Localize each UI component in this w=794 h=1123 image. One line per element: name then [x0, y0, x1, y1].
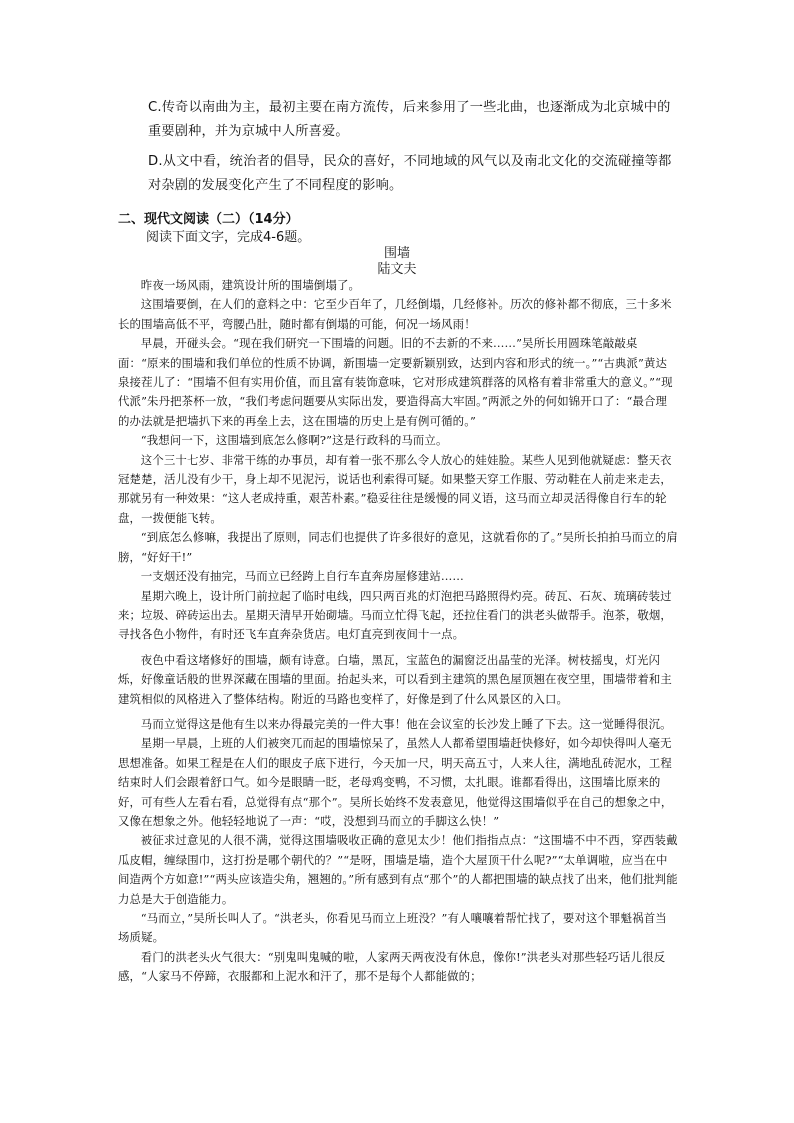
article-paragraph: 一支烟还没有抽完，马而立已经跨上自行车直奔房屋修建站…… [140, 569, 464, 584]
option-c [118, 96, 678, 144]
article-paragraph: “我想问一下，这围墙到底怎么修啊?”这是行政科的马而立。 [140, 433, 448, 448]
article-paragraph: 星期六晚上，设计所门前拉起了临时电线，四只两百兆的灯泡把马路照得灼亮。砖瓦、石灰、琉璃砖装过来；垃圾、碎砖运出去。星期天清早开始砌墙。马而立忙得飞起，还拉住看门的洪老头做帮手。泡茶，敬烟，寻找各色小物件，有时还飞车直奔杂货店。电灯直亮到夜间十一点。 [118, 588, 672, 642]
article-paragraph: 这围墙要倒，在人们的意料之中：它至少百年了，几经倒塌，几经修补。历次的修补都不彻底，三十多米长的围墙高低不平，弯腰凸肚，随时都有倒塌的可能，何况一场风雨！ [118, 297, 672, 331]
article-paragraph: 看门的洪老头火气很大：“别鬼叫鬼喊的啦，人家两天两夜没有休息，像你!”洪老头对那些轻巧话儿很反感，“人家马不停蹄，衣服都和上泥水和汗了，那不是每个人都能做的； [118, 949, 666, 984]
article-paragraph: 被征求过意见的人很不满，觉得这围墙吸收正确的意见太少！他们指指点点：“这围墙不中不西，穿西装戴瓜皮帽，缠绿围巾，这打扮是哪个朝代的？”“是呀，围墙是墙，造个大屋顶干什么呢?”“太单调啦，应当在中间造两个方如意!”“两头应该造尖角，翘翘的。”所有感到有点“那个”的人都把围墙的缺点找了出来，他们批判能力总是大于创造能力。 [118, 833, 678, 906]
article-author: 陆文夫 [377, 262, 417, 277]
article-paragraph: 夜色中看这堵修好的围墙，颇有诗意。白墙，黑瓦，宝蓝色的漏窗泛出晶莹的光泽。树枝摇曳，灯光闪烁，好像童话般的世界深藏在围墙的里面。抬起头来，可以看到主建筑的黑色屋顶翘在夜空里，围墙带着和主建筑相似的风格进入了整体结构。附近的马路也变样了，好像是到了什么风景区的入口。 [118, 652, 672, 706]
article-paragraph: “到底怎么修嘛，我提出了原则，同志们也提供了许多很好的意见，这就看你的了。”吴所长拍拍马而立的肩膀，“好好干!” [118, 530, 678, 564]
article-paragraph: 这个三十七岁、非常干练的办事员，却有着一张不那么令人放心的娃娃脸。某些人见到他就疑虑：整天衣冠楚楚，活儿没有少干，身上却不见泥污，说话也利索得可疑。如果整天穿工作服、劳动鞋在人前走来走去，那就另有一种效果：“这人老成持重，艰苦朴素。”稳妥往往是缓慢的同义语，这马而立却灵活得像自行车的轮盘，一拨便能飞转。 [118, 452, 672, 525]
article-body [118, 276, 678, 987]
section-instruction: 阅读下面文字，完成4-6题。 [146, 230, 311, 245]
article-paragraph: 星期一早晨，上班的人们被突兀而起的围墙惊呆了，虽然人人都希望围墙赶快修好，如今却快得叫人毫无思想准备。如果工程是在人们的眼皮子底下进行，今天加一尺，明天高五寸，人来人往，满地乱砖泥水，工程结束时人们会跟着舒口气。如今是眼睛一眨，老母鸡变鸭，不习惯，太扎眼。谁都看得出，这围墙比原来的好，可有些人左看右看，总觉得有点“那个”。吴所长始终不发表意见，他觉得这围墙似乎在自己的想象之中，又像在想象之外。他轻轻地说了一声：“哎，没想到马而立的手脚这么快！” [118, 736, 673, 828]
article-paragraph: 早晨，开碰头会。“现在我们研究一下围墙的问题。旧的不去新的不来……”吴所长用圆珠笔敲敲桌面：“原来的围墙和我们单位的性质不协调，新围墙一定要新颖别致，达到内容和形式的统一。”“古典派”黄达泉接茬儿了：“围墙不但有实用价值，而且富有装饰意味，它对形成建筑群落的风格有着非常重大的意义。”“现代派”朱丹把茶杯一放，“我们考虑问题要从实际出发，要造得高大牢固。”两派之外的何如锦开口了：“最合理的办法就是把墙扒下来的再垒上去，这在围墙的历史上是有例可循的。” [118, 336, 673, 428]
article-paragraph: 马而立觉得这是他有生以来办得最完美的一件大事！他在会议室的长沙发上睡了下去。这一觉睡得很沉。 [140, 716, 672, 731]
option-d [118, 150, 678, 198]
option-d-text: D.从文中看，统治者的倡导，民众的喜好，不同地域的风气以及南北文化的交流碰撞等都对杂剧的发展变化产生了不同程度的影响。 [148, 154, 672, 193]
section-title: 二、现代文阅读（二）（14分） [118, 212, 299, 227]
article-paragraph: 昨夜一场风雨，建筑设计所的围墙倒塌了。 [140, 278, 361, 292]
option-c-text: C.传奇以南曲为主，最初主要在南方流传，后来参用了一些北曲，也逐渐成为北京城中的重要剧种，并为京城中人所喜爱。 [148, 100, 671, 139]
article-paragraph: “马而立，”吴所长叫人了。“洪老头，你看见马而立上班没？”有人嚷嚷着帮忙找了，要对这个罪魁祸首当场质疑。 [118, 911, 667, 945]
article-title: 围墙 [383, 246, 410, 261]
